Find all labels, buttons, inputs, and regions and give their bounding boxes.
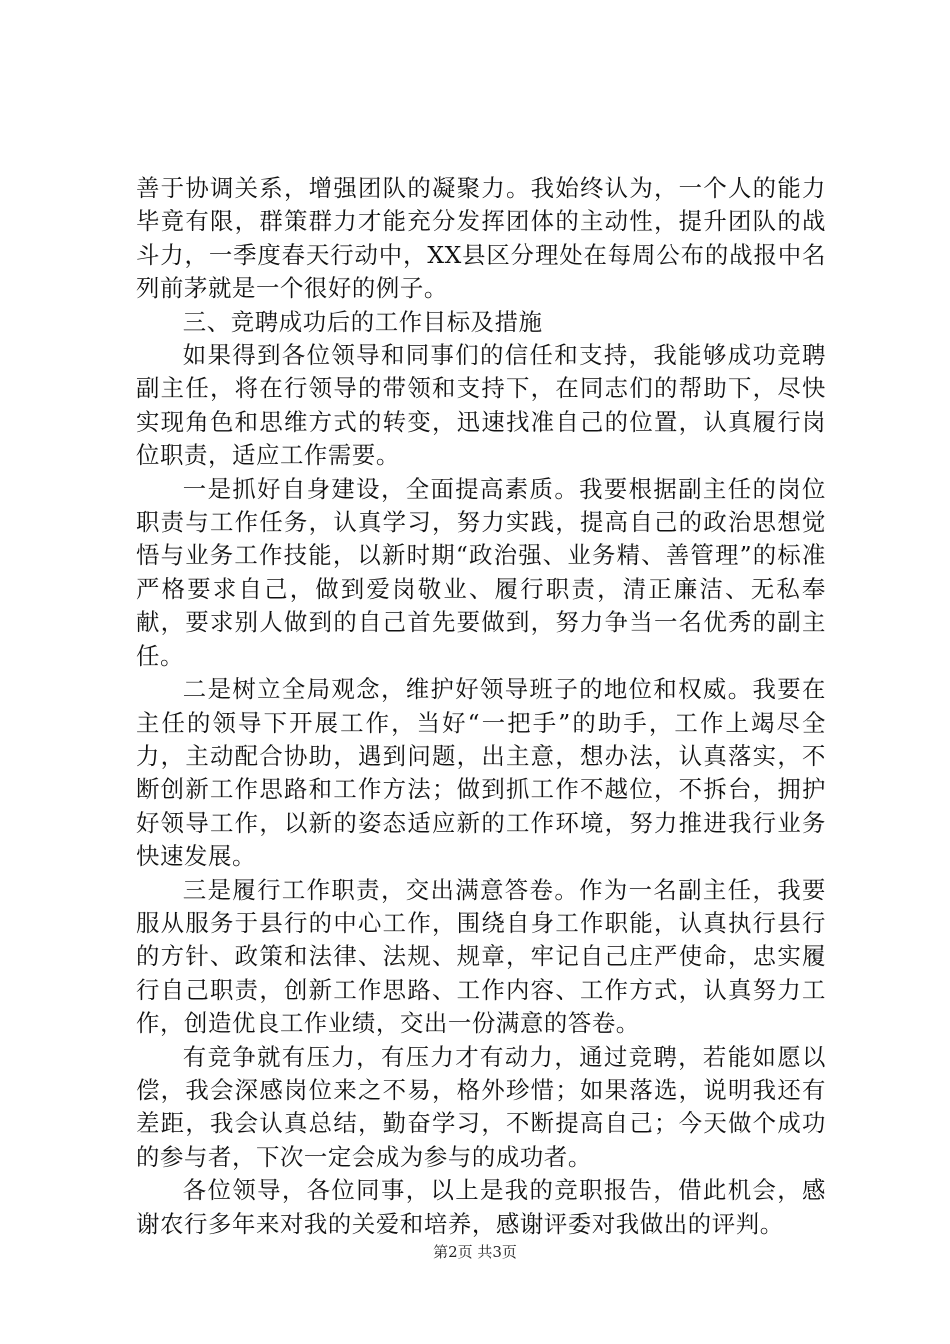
paragraph-team-cohesion: 善于协调关系，增强团队的凝聚力。我始终认为，一个人的能力毕竟有限，群策群力才能充分发挥团体的主动性，提升团队的战斗力，一季度春天行动中，XX县区分理处在每周公布的战报中名列前茅就是一个很好的例子。 (136, 174, 826, 303)
paragraph-duties: 三是履行工作职责，交出满意答卷。作为一名副主任，我要服从服务于县行的中心工作，围绕自身工作职能，认真执行县行的方针、政策和法律、法规、规章，牢记自己庄严使命，忠实履行自己职责，创新工作思路、工作内容、工作方式，认真努力工作，创造优良工作业绩，交出一份满意的答卷。 (136, 875, 826, 1038)
paragraph-self-improvement: 一是抓好自身建设，全面提高素质。我要根据副主任的岗位职责与工作任务，认真学习，努力实践，提高自己的政治思想觉悟与业务工作技能，以新时期“政治强、业务精、善管理”的标准严格要求自己，做到爱岗敬业、履行职责，清正廉洁、无私奉献，要求别人做到的自己首先要做到，努力争当一名优秀的副主任。 (136, 474, 826, 670)
paragraph-competition: 有竞争就有压力，有压力才有动力，通过竞聘，若能如愿以偿，我会深感岗位来之不易，格外珍惜；如果落选，说明我还有差距，我会认真总结，勤奋学习，不断提高自己；今天做个成功的参与者，下次一定会成为参与的成功者。 (136, 1042, 826, 1171)
paragraph-if-elected: 如果得到各位领导和同事们的信任和支持，我能够成功竞聘副主任，将在行领导的带领和支持下，在同志们的帮助下，尽快实现角色和思维方式的转变，迅速找准自己的位置，认真履行岗位职责，适应工作需要。 (136, 341, 826, 470)
paragraph-closing: 各位领导，各位同事，以上是我的竞职报告，借此机会，感谢农行多年来对我的关爱和培养，感谢评委对我做出的评判。 (136, 1176, 826, 1238)
document-body (136, 172, 826, 1241)
section-heading-goals: 三、竞聘成功后的工作目标及措施 (182, 307, 543, 336)
page-number-footer: 第2页 共3页 (433, 1243, 517, 1261)
paragraph-overall-view: 二是树立全局观念，维护好领导班子的地位和权威。我要在主任的领导下开展工作，当好“一把手”的助手，工作上竭尽全力，主动配合协助，遇到问题，出主意，想办法，认真落实，不断创新工作思路和工作方法；做到抓工作不越位，不拆台，拥护好领导工作，以新的姿态适应新的工作环境，努力推进我行业务快速发展。 (136, 675, 826, 871)
